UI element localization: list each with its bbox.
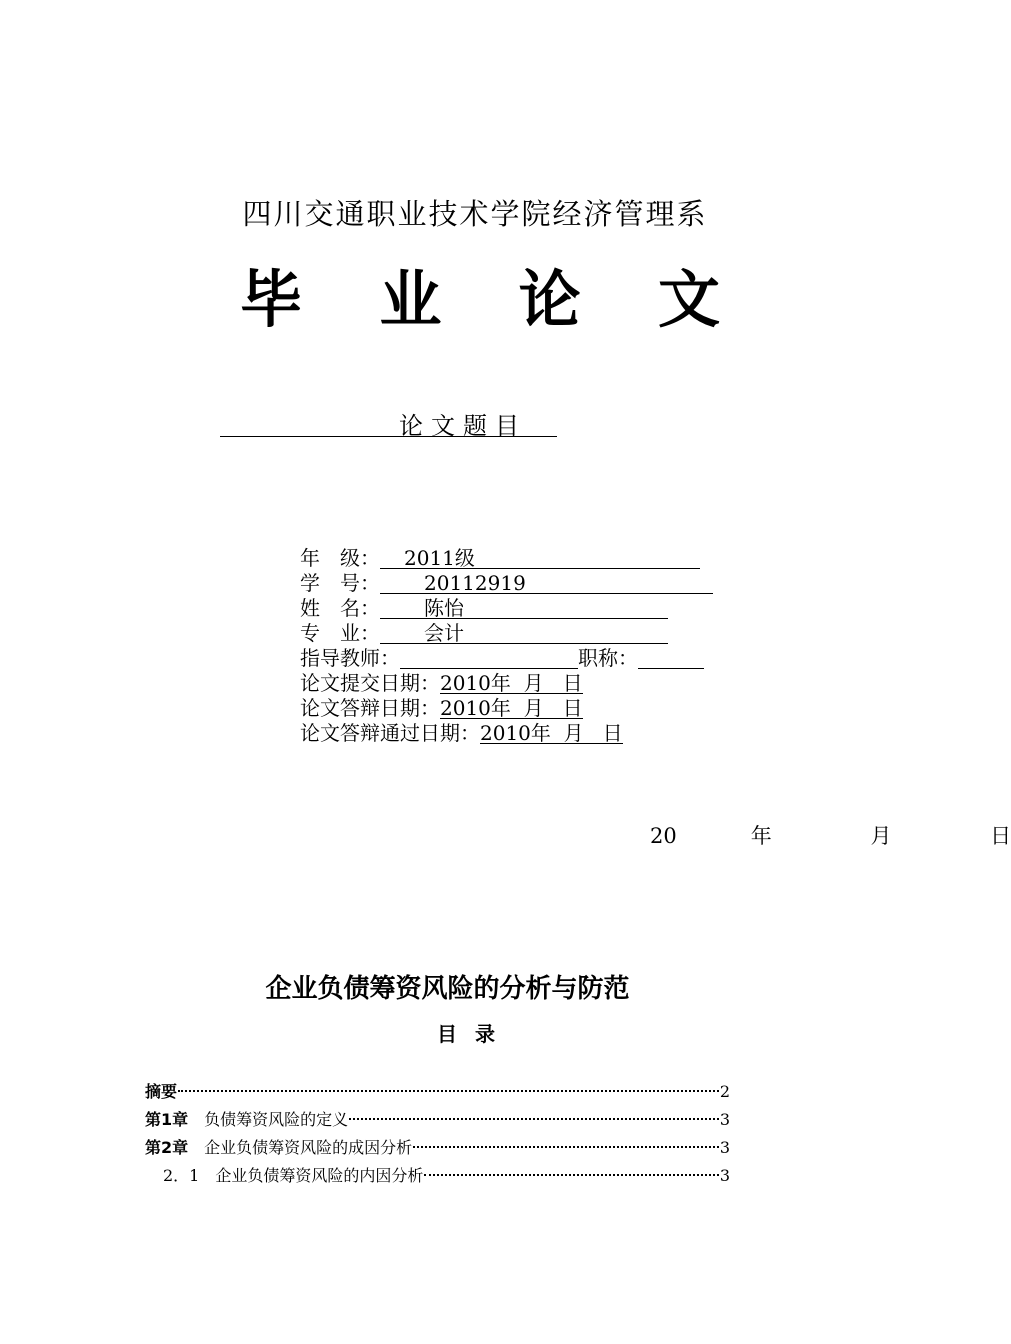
student-info <box>300 546 713 746</box>
toc-heading: 目录 <box>437 1022 513 1046</box>
pass-date-value: 2010年 月 日 <box>480 721 623 745</box>
paper-title: 企业负债筹资风险的分析与防范 <box>265 974 630 1004</box>
toc-item-number: 第2章 <box>145 1138 189 1157</box>
toc-item-text: 摘要 <box>145 1082 178 1101</box>
grade-label: 年 级： <box>300 546 380 570</box>
rank-value <box>638 646 704 669</box>
grade-row <box>300 546 713 571</box>
name-label: 姓 名： <box>300 596 380 620</box>
student-id-label: 学 号： <box>300 571 380 595</box>
toc-leader <box>424 1174 718 1176</box>
title-char: 业 <box>379 263 442 336</box>
rank-label: 职称： <box>578 646 638 670</box>
defense-date-value: 2010年 月 日 <box>440 696 583 720</box>
advisor-label: 指导教师： <box>300 646 400 670</box>
toc-leader <box>413 1146 719 1148</box>
student-id-row <box>300 571 713 596</box>
toc-item-section-2-1[interactable] <box>145 1162 730 1190</box>
defense-date-row <box>300 696 713 721</box>
topic-label: 论文题目 <box>399 412 527 440</box>
major-value: 会计 <box>380 621 668 644</box>
major-row <box>300 621 713 646</box>
pass-date-row <box>300 721 713 746</box>
toc-item-text: 负债筹资风险的定义 <box>204 1110 349 1129</box>
pass-date-label: 论文答辩通过日期： <box>300 721 480 745</box>
submit-date-label: 论文提交日期： <box>300 671 440 695</box>
grade-value: 2011级 <box>380 546 700 569</box>
advisor-row <box>300 646 713 671</box>
name-row <box>300 596 713 621</box>
title-char: 毕 <box>240 263 303 336</box>
advisor-value <box>400 646 578 669</box>
submit-date-value: 2010年 月 日 <box>440 671 583 695</box>
defense-date-label: 论文答辩日期： <box>300 696 440 720</box>
toc-item-text: 企业负债筹资风险的成因分析 <box>204 1138 413 1157</box>
toc-item-chapter-2[interactable] <box>145 1134 730 1162</box>
toc-item-abstract[interactable] <box>145 1078 730 1106</box>
toc-item-chapter-1[interactable] <box>145 1106 730 1134</box>
toc-item-number: 2．1 <box>163 1166 200 1185</box>
department-name: 四川交通职业技术学院经济管理系 <box>242 197 708 231</box>
signature-date: 20 年 月 日 <box>650 824 1011 848</box>
table-of-contents <box>145 1078 730 1190</box>
student-id-value: 20112919 <box>380 571 713 594</box>
thesis-heading <box>240 262 720 338</box>
major-label: 专 业： <box>300 621 380 645</box>
toc-leader <box>178 1090 719 1092</box>
toc-item-number: 第1章 <box>145 1110 189 1129</box>
toc-page-number: 3 <box>719 1166 730 1185</box>
title-char: 论 <box>518 263 581 336</box>
toc-leader <box>349 1118 719 1120</box>
name-value: 陈怡 <box>380 596 668 619</box>
toc-page-number: 3 <box>719 1110 730 1129</box>
submit-date-row <box>300 671 713 696</box>
toc-page-number: 2 <box>719 1082 730 1101</box>
toc-page-number: 3 <box>719 1138 730 1157</box>
toc-item-text: 企业负债筹资风险的内因分析 <box>215 1166 424 1185</box>
title-char: 文 <box>657 263 720 336</box>
